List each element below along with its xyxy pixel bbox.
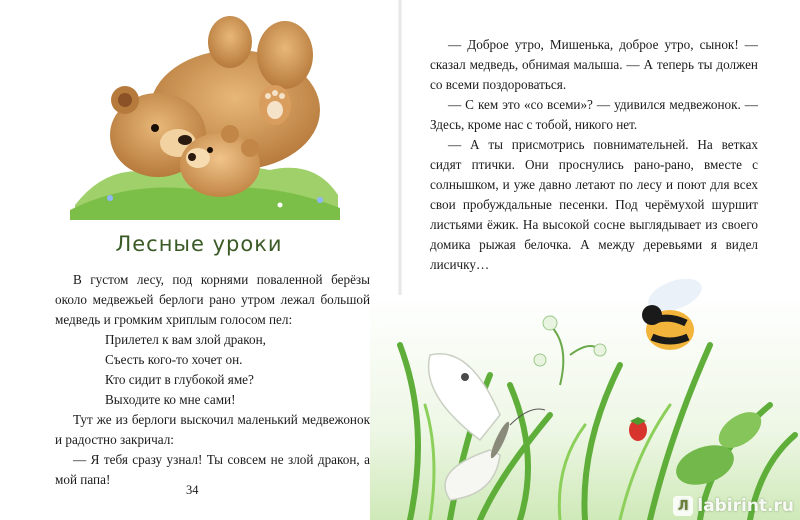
watermark: [673, 496, 794, 516]
left-page-text: [55, 270, 370, 490]
meadow-illustration: [370, 255, 800, 520]
poem-line: Выходите ко мне сами!: [105, 392, 236, 407]
bears-illustration: [70, 10, 340, 220]
paragraph: — Доброе утро, Мишенька, доброе утро, сынок! — сказал медведь, обнимая малыша. — А теперь ты должен со всеми поздороваться.: [430, 37, 758, 92]
right-page-text: [430, 35, 758, 275]
paragraph: — Я тебя сразу узнал! Ты совсем не злой дракон, а мой папа!: [55, 452, 370, 487]
poem-line: Кто сидит в глубокой яме?: [105, 372, 254, 387]
poem-line: Съесть кого-то хочет он.: [105, 352, 243, 367]
paragraph: Тут же из берлоги выскочил маленький медвежонок и радостно закричал:: [55, 412, 370, 447]
paragraph: В густом лесу, под корнями поваленной берёзы около медвежьей берлоги рано утром лежал большой медведь и громким хриплым голосом пел:: [55, 272, 370, 327]
poem: [105, 330, 370, 410]
watermark-badge: Л: [677, 498, 689, 514]
watermark-text: labirint.ru: [697, 496, 794, 516]
poem-line: Прилетел к вам злой дракон,: [105, 332, 266, 347]
page-number: 34: [186, 483, 199, 497]
paragraph: — С кем это «со всеми»? — удивился медвежонок. — Здесь, кроме нас с тобой, никого нет.: [430, 97, 758, 132]
paragraph: — А ты присмотрись повнимательней. На ветках сидят птички. Они проснулись рано-рано, вместе с солнышком, и уже давно летают по лесу и поют для всех свои пробуждальные песенки. Под черёмухой шуршит листьями ёжик. На высокой сосне выглядывает из своего домика рыжая белочка. А между деревьями я видел лисичку…: [430, 137, 758, 272]
story-title: Лесные уроки: [115, 232, 283, 256]
labirint-logo-icon: [673, 496, 693, 516]
